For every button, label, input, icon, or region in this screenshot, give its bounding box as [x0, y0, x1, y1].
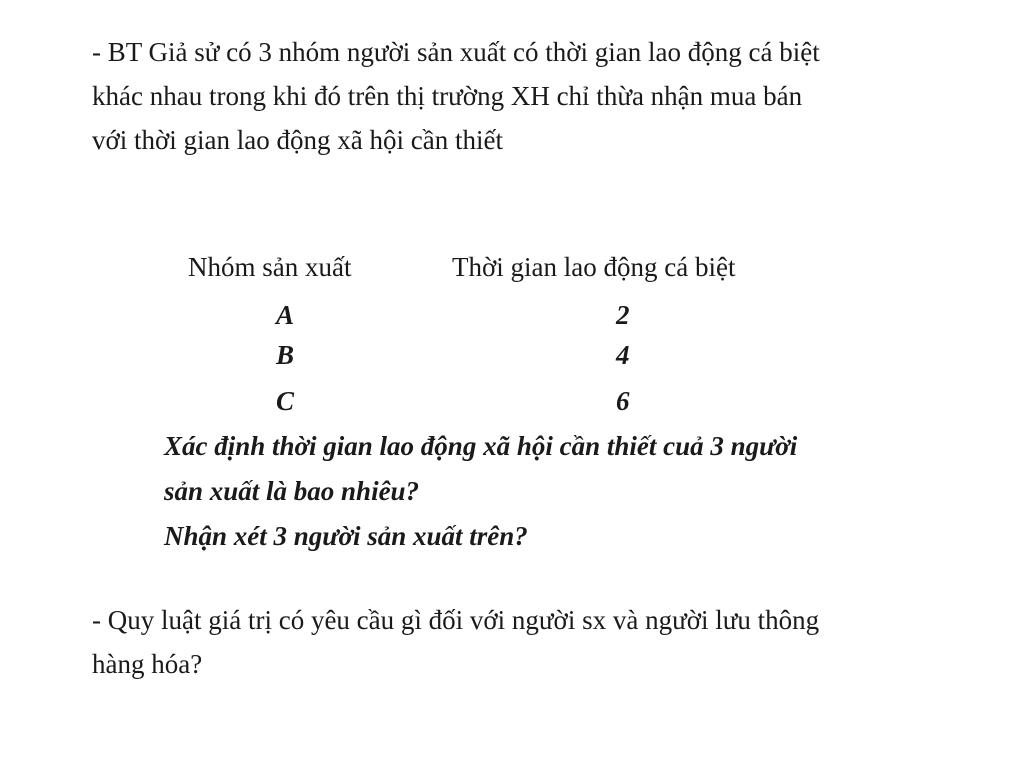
group-cell: A: [276, 300, 295, 330]
intro-line: với thời gian lao động xã hội cần thiết: [92, 125, 503, 155]
time-cell: 2: [616, 300, 630, 330]
value-law-question: [92, 598, 992, 686]
time-cell: 4: [616, 340, 630, 370]
question-line: sản xuất là bao nhiêu?: [164, 476, 420, 506]
time-cell: 6: [616, 386, 630, 416]
outro-line: hàng hóa?: [92, 649, 203, 679]
question-line: Nhận xét 3 người sản xuất trên?: [164, 521, 528, 551]
table-row: [188, 300, 828, 340]
exercise-questions: [164, 424, 1004, 559]
intro-line: - BT Giả sử có 3 nhóm người sản xuất có thời gian lao động cá biệt: [92, 37, 820, 67]
column-header-group: Nhóm sản xuất: [188, 252, 352, 282]
group-cell: C: [276, 386, 295, 416]
exercise-intro-paragraph: [92, 30, 992, 162]
outro-line: - Quy luật giá trị có yêu cầu gì đối với người sx và người lưu thông: [92, 605, 820, 635]
table-row: [188, 340, 828, 380]
question-line: Xác định thời gian lao động xã hội cần thiết cuả 3 người: [164, 431, 798, 461]
intro-line: khác nhau trong khi đó trên thị trường XH chỉ thừa nhận mua bán: [92, 81, 803, 111]
group-cell: B: [276, 340, 295, 370]
table-row: [188, 386, 828, 426]
column-header-labor-time: Thời gian lao động cá biệt: [452, 252, 736, 282]
